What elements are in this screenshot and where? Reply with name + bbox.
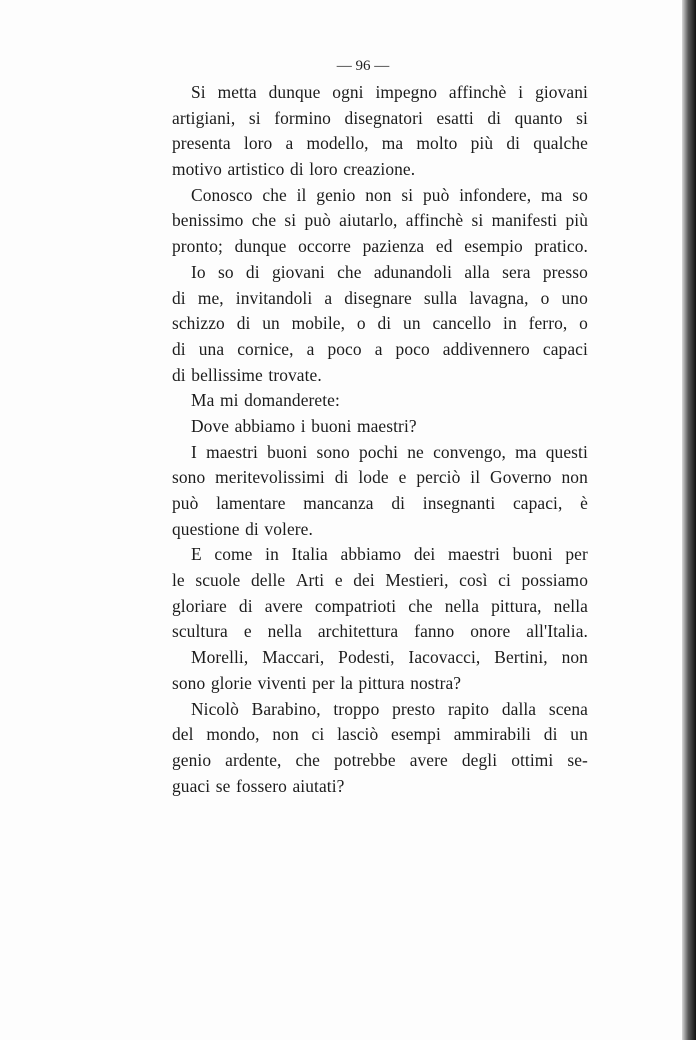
word: metta <box>217 82 257 102</box>
word: esempio <box>464 236 523 257</box>
word: infondere, <box>459 184 532 205</box>
word: a <box>324 287 333 308</box>
word: a <box>285 133 294 154</box>
text-line <box>172 80 588 106</box>
word: per <box>565 544 588 565</box>
word: lode <box>358 467 389 488</box>
word: domanderete: <box>244 390 340 411</box>
word: I <box>191 441 197 462</box>
word: E <box>191 544 202 565</box>
word: ed <box>435 236 453 257</box>
word: affinchè <box>448 82 507 102</box>
word: insegnanti <box>422 493 496 513</box>
word: nella <box>267 621 302 642</box>
body-text <box>172 80 588 799</box>
word: così <box>459 570 488 591</box>
word: e <box>398 467 407 488</box>
word: i <box>518 82 524 102</box>
text-line <box>172 363 588 389</box>
word: di <box>487 107 502 128</box>
word: sono <box>316 441 350 462</box>
word: schizzo <box>172 313 225 334</box>
word: Arti <box>295 570 325 591</box>
text-line <box>172 183 588 209</box>
word: me, <box>197 287 224 308</box>
word: adunandoli <box>373 261 453 282</box>
word: potrebbe <box>334 749 396 770</box>
text-line <box>172 440 588 466</box>
word: ma <box>515 441 537 462</box>
word: Bertini, <box>494 647 548 668</box>
word: in <box>265 544 279 565</box>
word: a <box>306 338 315 359</box>
word: genio <box>316 184 356 205</box>
word: nostra? <box>410 672 462 693</box>
word: si <box>401 184 414 205</box>
word: Iacovacci, <box>408 647 481 668</box>
word: questione <box>172 518 240 539</box>
word: non <box>365 184 392 205</box>
word: nella <box>553 595 588 616</box>
word: convengo, <box>433 441 506 462</box>
word: maestri? <box>356 415 417 436</box>
word: ci <box>498 570 511 591</box>
word: formino <box>274 107 331 128</box>
word: pazienza <box>362 236 425 257</box>
text-line <box>172 542 588 568</box>
word: occorre <box>298 236 351 257</box>
word: di <box>172 364 186 385</box>
word: addivennero <box>442 338 530 359</box>
text-line <box>172 594 588 620</box>
word: fanno <box>414 621 455 642</box>
word: alla <box>464 261 490 282</box>
word: rapito <box>447 698 490 719</box>
word: compatrioti <box>314 595 397 616</box>
word: glorie <box>210 672 252 693</box>
word: di <box>377 313 392 334</box>
word: esempi <box>391 724 441 745</box>
word: presenta <box>172 133 231 154</box>
word: Ma <box>191 390 215 411</box>
word: artigiani, <box>172 107 236 128</box>
word: lasciò <box>337 724 379 745</box>
word: presso <box>542 261 588 282</box>
word: è <box>580 493 588 513</box>
word: Io <box>191 261 206 282</box>
word: può <box>423 184 450 205</box>
word: Governo <box>490 467 552 488</box>
word: poco <box>327 338 362 359</box>
word: che <box>337 261 362 282</box>
word: architettura <box>317 621 399 642</box>
word: si <box>471 210 484 231</box>
page-edge-shadow <box>682 0 696 1040</box>
word: modello, <box>306 133 369 154</box>
word: se- <box>567 749 588 770</box>
word: questi <box>545 441 588 462</box>
word: cornice, <box>237 338 294 359</box>
text-line <box>172 722 588 748</box>
word: disegnatori <box>344 107 423 128</box>
word: il <box>296 184 307 205</box>
word: Conosco <box>191 184 253 205</box>
word: cancello <box>432 313 492 334</box>
page-number: — 96 — <box>336 58 390 74</box>
word: non <box>561 647 588 668</box>
word: che <box>262 184 287 205</box>
word: pochi <box>358 441 399 462</box>
word: ci <box>311 724 325 745</box>
word: Si <box>191 82 206 102</box>
word: Podesti, <box>338 647 395 668</box>
text-line <box>172 157 588 183</box>
word: volere. <box>264 518 313 539</box>
word: o <box>356 313 366 334</box>
word: buoni <box>311 415 352 436</box>
word: benissimo <box>172 210 244 231</box>
text-line <box>172 671 588 697</box>
word: può <box>172 493 199 513</box>
word: possiamo <box>521 570 588 591</box>
text-line <box>172 568 588 594</box>
word: ma <box>381 133 404 154</box>
text-line <box>172 131 588 157</box>
word: lamentare <box>216 493 286 513</box>
word: che <box>408 595 433 616</box>
text-line <box>172 619 588 645</box>
word: pittura <box>358 672 405 693</box>
text-line <box>172 645 588 671</box>
word: pittura, <box>491 595 542 616</box>
word: loro <box>243 133 273 154</box>
word: bellissime <box>191 364 263 385</box>
word: può <box>304 210 331 231</box>
word: avere <box>264 595 303 616</box>
word: ferro, <box>528 313 568 334</box>
word: il <box>470 467 481 488</box>
word: poco <box>395 338 430 359</box>
word: una <box>198 338 225 359</box>
word: sono <box>172 467 206 488</box>
word: sono <box>172 672 206 693</box>
word: scuole <box>195 570 241 591</box>
word: esatti <box>436 107 474 128</box>
word: mi <box>219 390 239 411</box>
word: genio <box>172 749 212 770</box>
word: Morelli, <box>191 647 249 668</box>
word: ne <box>407 441 424 462</box>
word: perciò <box>416 467 461 488</box>
word: artistico <box>227 159 285 180</box>
word: mancanza <box>303 493 374 513</box>
word: Nicolò <box>191 698 239 719</box>
word: che <box>251 210 277 231</box>
word: ardente, <box>225 749 282 770</box>
word: gloriare <box>172 595 227 616</box>
word: meritevolissimi <box>215 467 325 488</box>
word: sera <box>502 261 531 282</box>
word: di <box>506 133 521 154</box>
text-line <box>172 388 588 414</box>
word: per <box>312 672 335 693</box>
word: dunque <box>234 236 287 257</box>
word: mondo, <box>206 724 260 745</box>
word: quanto <box>514 107 563 128</box>
word: lavagna, <box>469 287 529 308</box>
word: so <box>572 184 588 205</box>
word: che <box>295 749 320 770</box>
word: di <box>289 159 304 180</box>
word: viventi <box>257 672 307 693</box>
text-line <box>172 491 588 517</box>
word: all'Italia. <box>526 621 588 642</box>
word: giovani <box>535 82 588 102</box>
word: dei <box>353 570 375 591</box>
word: troppo <box>333 698 380 719</box>
word: Italia <box>291 544 328 565</box>
word: maestri <box>448 544 500 565</box>
word: non <box>561 467 588 488</box>
word: affinchè <box>405 210 464 231</box>
word: un <box>403 313 421 334</box>
text-line <box>172 414 588 440</box>
word: Dove <box>191 415 230 436</box>
word: giovani <box>271 261 325 282</box>
word: buoni <box>512 544 553 565</box>
word: ogni <box>332 82 364 102</box>
word: come <box>214 544 253 565</box>
word: aiutati? <box>292 775 345 796</box>
word: non <box>272 724 299 745</box>
word: di <box>172 287 186 308</box>
word: ammirabili <box>453 724 531 745</box>
word: capaci <box>542 338 588 359</box>
word: un <box>570 724 588 745</box>
word: mobile, <box>291 313 346 334</box>
word: se <box>215 775 231 796</box>
text-line <box>172 697 588 723</box>
word: qualche <box>533 133 588 154</box>
word: scultura <box>172 621 228 642</box>
word: nella <box>444 595 480 616</box>
text-line <box>172 311 588 337</box>
text-line <box>172 106 588 132</box>
word: dalla <box>501 698 537 719</box>
word: la <box>340 672 353 693</box>
word: guaci <box>172 775 211 796</box>
word: in <box>503 313 517 334</box>
word: capaci, <box>512 493 563 513</box>
word: pronto; <box>172 236 223 257</box>
word: aiutarlo, <box>339 210 398 231</box>
word: molto <box>416 133 458 154</box>
word: più <box>470 133 494 154</box>
word: presto <box>392 698 436 719</box>
word: dunque <box>268 82 321 102</box>
word: impegno <box>375 82 438 102</box>
text-line <box>172 260 588 286</box>
word: pratico. <box>534 236 588 257</box>
word: fossero <box>235 775 287 796</box>
word: si <box>576 107 588 128</box>
word: del <box>172 724 194 745</box>
word: onore <box>470 621 511 642</box>
word: un <box>262 313 280 334</box>
word: di <box>334 467 349 488</box>
word: i <box>300 415 306 436</box>
word: loro <box>309 159 338 180</box>
word: di <box>391 493 406 513</box>
text-line <box>172 774 588 800</box>
word: motivo <box>172 159 222 180</box>
text-line <box>172 748 588 774</box>
text-line <box>172 465 588 491</box>
word: creazione. <box>343 159 416 180</box>
word: più <box>565 210 588 231</box>
word: Mestieri, <box>385 570 449 591</box>
word: Barabino, <box>251 698 321 719</box>
word: di <box>245 518 259 539</box>
word: ottimi <box>511 749 554 770</box>
word: o <box>540 287 550 308</box>
word: buoni <box>267 441 308 462</box>
word: o <box>579 313 588 334</box>
word: le <box>172 570 185 591</box>
text-line <box>172 208 588 234</box>
word: trovate. <box>268 364 322 385</box>
word: avere <box>409 749 448 770</box>
word: Maccari, <box>262 647 325 668</box>
word: a <box>374 338 383 359</box>
word: dei <box>413 544 436 565</box>
word: di <box>238 595 253 616</box>
text-line <box>172 286 588 312</box>
word: di <box>245 261 260 282</box>
word: disegnare <box>344 287 412 308</box>
text-line <box>172 337 588 363</box>
word: e <box>334 570 343 591</box>
word: si <box>248 107 261 128</box>
word: scena <box>548 698 588 719</box>
word: delle <box>250 570 286 591</box>
word: abbiamo <box>340 544 402 565</box>
word: sulla <box>423 287 458 308</box>
word: di <box>543 724 558 745</box>
word: abbiamo <box>234 415 296 436</box>
word: manifesti <box>491 210 558 231</box>
word: e <box>243 621 252 642</box>
word: uno <box>561 287 588 308</box>
word: di <box>172 338 186 359</box>
text-line <box>172 517 588 543</box>
word: invitandoli <box>235 287 313 308</box>
word: so <box>217 261 234 282</box>
word: di <box>236 313 251 334</box>
word: si <box>284 210 297 231</box>
word: degli <box>461 749 498 770</box>
word: maestri <box>206 441 258 462</box>
word: ma <box>540 184 563 205</box>
text-line <box>172 234 588 260</box>
